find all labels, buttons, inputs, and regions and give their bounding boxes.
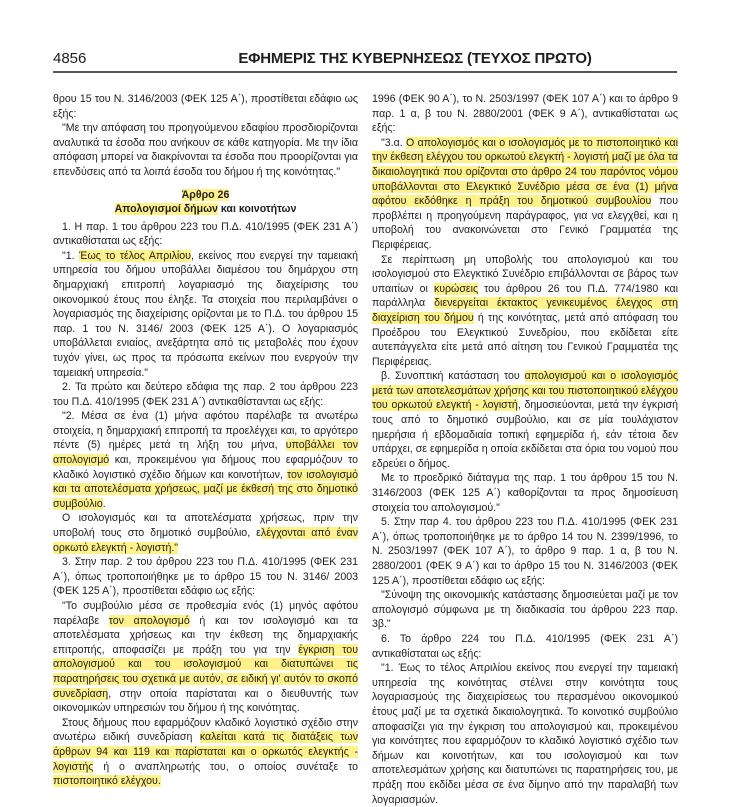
highlighted-text: Ο απολογισμός και ο ισολογισμός με το πιστοποιητικό και την έκθεση ελέγχου του ορκωτού ελεγκτή - λογιστή μαζί με όλα τα δικαιολογητικά που ορίζονται στο άρθρο 24 του παρόντος νόμου υποβάλλονται στο Ελεγκτικό Συνέδριο μέσα σε ένα (1) μήνα αφότου εκδόθηκε η πράξη του δημοτικού συμβουλίου xyxy=(372,136,678,208)
article-title-rest: και κοινοτήτων xyxy=(217,202,297,215)
paragraph xyxy=(372,136,678,253)
text: Σε περίπτωση μη υποβολής του απολογισμού και του ισολογισμού στο Ελεγκτικό Συνέδριο επιβάλλονται σε βάρος των υπαιτίων οι xyxy=(372,253,678,295)
paragraph xyxy=(53,409,358,511)
highlighted-text: τον απολογισμό xyxy=(108,614,190,627)
paragraph xyxy=(53,716,358,789)
paragraph xyxy=(53,249,358,380)
text: , στην οποία παρίσταται και ο διευθυντής των οικονομικών υπηρεσιών του δήμου ή της κοινότητας. xyxy=(53,687,358,715)
text: ή και τον ισολογισμό και τα αποτελέσματα χρήσεως και την έκθεση της δημαρχιακής επιτροπής, αποφασίζει με πράξη του για την xyxy=(53,614,358,656)
left-column xyxy=(53,92,358,789)
text: "Το συμβούλιο μέσα σε προθεσμία ενός (1) μηνός αφότου παρέλαβε xyxy=(53,600,358,627)
right-column xyxy=(372,92,678,807)
paragraph: 1. Η παρ. 1 του άρθρου 223 του Π.Δ. 410/1995 (ΦΕΚ 231 Α΄) αντικαθίσταται ως εξής: xyxy=(53,220,358,248)
text: "2. Μέσα σε ένα (1) μήνα αφότου παρέλαβε τα ανωτέρω στοιχεία, η δημαρχιακή επιτροπή τα προελέγχει και, το αργότερο πέντε (5) ημέρες μετά τη λήξη του μήνα, xyxy=(53,410,358,452)
paragraph xyxy=(372,253,678,370)
paragraph xyxy=(53,599,358,716)
highlighted-text: λέγχονται από έναν ορκωτό ελεγκτή - λογιστή." xyxy=(53,527,358,554)
highlighted-text: απολογισμού και ο ισολογισμός μετά των αποτελεσμάτων χρήσης και του πιστοποιητικού ελέγχου του ορκωτού ελεγκτή - λογιστή xyxy=(372,370,678,412)
text: , δημοσιεύονται, μετά την έγκρισή τους από το δημοτικό συμβούλιο, και σε μία τουλάχιστον ημερήσια ή εβδομαδιαία τοπική εφημερίδα ή, εάν τέτοια δεν υπάρχει, σε εφημερίδα η οποία εκδίδεται στα όρια του νομού που εδρεύει ο δήμος. xyxy=(372,399,678,470)
text: "1. xyxy=(62,249,80,262)
text: ή της κοινότητας, μετά από απόφαση του Προέδρου του Ελεγκτικού Συνεδρίου, που εκδίδεται είτε αυτεπάγγελτα είτε μετά από αίτηση του Γενικού Γραμματέα της Περιφέρειας. xyxy=(372,311,678,368)
highlighted-text: διενεργείται έκτακτος γενικευμένος έλεγχος στη διαχείριση του δήμου xyxy=(372,297,678,324)
highlighted-text: έγκριση του απολογισμού και του ισολογισμού και διατυπώνει τις παρατηρήσεις του σχετικά με αυτόν, σε ειδική γι' αυτόν το σκοπό συνεδρίαση xyxy=(53,643,358,700)
page-header xyxy=(53,49,677,73)
paragraph xyxy=(372,369,678,471)
text: και, προκειμένου για δήμους που εφαρμόζουν το κλαδικό λογιστικό σχέδιο δήμων και κοινοτήτων, xyxy=(53,454,358,481)
highlighted-text: κυρώσεις xyxy=(433,282,479,295)
highlighted-text: υποβάλλει τον απολογισμό xyxy=(53,439,358,467)
text: "3.α. xyxy=(381,136,407,149)
paragraph: "Σύνοψη της οικονομικής κατάστασης δημοσιεύεται μαζί με τον απολογισμό σύμφωνα με τη διαδικασία του άρθρου 223 παρ. 3β." xyxy=(372,589,678,631)
text: που προβλέπει η προηγούμενη παράγραφος, για να ελεγχθεί, και η υποβολή του ανακοινώνεται στο Γενικό Γραμματέα της Περιφέρειας. xyxy=(372,195,678,251)
article-title-highlight: Απολογισμοί δήμων xyxy=(114,202,218,215)
paragraph: θρου 15 του Ν. 3146/2003 (ΦΕΚ 125 Α΄), προστίθεται εδάφιο ως εξής: xyxy=(53,93,358,120)
text: ή ο αναπληρωτής του, ο οποίος συνέταξε το xyxy=(93,760,358,773)
paragraph: 2. Τα πρώτο και δεύτερο εδάφια της παρ. 2 του άρθρου 223 του Π.Δ. 410/1995 (ΦΕΚ 231 Α΄) αντικαθίστανται ως εξής: xyxy=(53,381,358,408)
text: του άρθρου 26 του Π.Δ. 774/1980 και παράλληλα xyxy=(372,282,678,310)
paragraph: Με το προεδρικό διάταγμα της παρ. 1 του άρθρου 15 του Ν. 3146/2003 (ΦΕΚ 125 Α΄) καθορίζονται τα προς δημοσίευση στοιχεία του απολογισμού." xyxy=(372,472,678,514)
article-number: Άρθρο 26 xyxy=(181,188,230,201)
gazette-title: ΕΦΗΜΕΡΙΣ ΤΗΣ ΚΥΒΕΡΝΗΣΕΩΣ (ΤΕΥΧΟΣ ΠΡΩΤΟ) xyxy=(238,50,592,67)
paragraph: "Με την απόφαση του προηγούμενου εδαφίου προσδιορίζονται αναλυτικά τα έσοδα που ανήκουν σε κάθε κατηγορία. Με την ίδια απόφαση μπορεί να διακρίνονται τα έσοδα που προορίζονται για επενδύσεις από τα λοιπά έσοδα του δήμου ή της κοινότητας." xyxy=(53,122,358,178)
text: , εκείνος που ενεργεί την ταμειακή υπηρεσία του δήμου υποβάλλει διαμέσου του δημάρχου στη δημαρχιακή επιτροπή λογαριασμό της διαχείρισης του οικονομικού έτους που έληξε. Τα στοιχεία που περιλαμβάνει ο λογαριασμός της διαχείρισης ορίζονται με το Π.Δ. του άρθρου 15 παρ. 1 του Ν. 3146/ 2003 (ΦΕΚ 125 Α΄). Ο λογαριασμός υποβάλλεται ενιαίος, ανεξάρτητα από τις μεταβολές που έχουν τυχόν γίνει, ως προς τα πρόσωπα εκείνων που ενεργούν την ταμειακή υπηρεσία." xyxy=(53,249,358,379)
text: . xyxy=(102,497,106,510)
highlighted-text: πιστοποιητικό ελέγχου. xyxy=(53,775,161,788)
paragraph xyxy=(53,511,358,555)
highlighted-text: καλείται κατά τις διατάξεις των άρθρων 94 και 119 και παρίσταται και ο ορκωτός ελεγκτής - λογιστής xyxy=(53,731,358,773)
text: Ο ισολογισμός και τα αποτελέσματα χρήσεως, πριν την υποβολή τους στο δημοτικό συμβούλιο, ε xyxy=(53,512,358,540)
page-number: 4856 xyxy=(53,50,87,67)
paragraph: 6. Το άρθρο 224 του Π.Δ. 410/1995 (ΦΕΚ 231 Α΄) αντικαθίσταται ως εξής: xyxy=(372,632,678,660)
paragraph: 5. Στην παρ 4. του άρθρου 223 του Π.Δ. 410/1995 (ΦΕΚ 231 Α΄), όπως τροποποιήθηκε με το άρθρο 14 του Ν. 2399/1996, το Ν. 2503/1997 (ΦΕΚ 107 Α΄), το άρθρο 9 παρ. 1 α, β του Ν. 2880/2001 (ΦΕΚ 9 Α΄) και το άρθρο 15 του Ν. 3146/2003 (ΦΕΚ 125 Α΄), προστίθεται εδάφιο ως εξής: xyxy=(372,516,678,587)
text: β. Συνοπτική κατάσταση του xyxy=(381,370,525,383)
paragraph: 1996 (ΦΕΚ 90 Α΄), το Ν. 2503/1997 (ΦΕΚ 107 Α΄) και το άρθρο 9 παρ. 1 α, β του Ν. 2880/2001 (ΦΕΚ 9 Α΄), αντικαθίσταται ως εξής: xyxy=(372,93,678,135)
highlighted-text: τον ισολογισμό και τα αποτελέσματα χρήσεως, μαζί με έκθεσή της στο δημοτικό συμβούλιο xyxy=(53,468,358,510)
paragraph: "1. Έως το τέλος Απριλίου εκείνος που ενεργεί την ταμειακή υπηρεσία της κοινότητας στέλνει στην κοινότητα τους λογαριασμούς της διαχειρίσεως του περασμένου οικονομικού έτους μαζί με τα σχετικά δικαιολογητικά. Το κοινοτικό συμβούλιο αποφασίζει για την έγκριση του απολογισμού και, προκειμένου για κοινότητες που εφαρμόζουν το κλαδικό λογιστικό σχέδιο των δήμων και κοινοτήτων, και του ισολογισμού και των αποτελεσμάτων χρήσης και διατυπώνει τις παρατηρήσεις του, με πράξη που εκδίδει μέσα σε ένα δίμηνο από την παραλαβή των λογαριασμών. xyxy=(372,662,678,806)
article-heading xyxy=(53,188,358,216)
highlighted-text: Έως το τέλος Απριλίου xyxy=(79,249,191,262)
text: Στους δήμους που εφαρμόζουν κλαδικό λογιστικό σχέδιο στην ανωτέρω ειδική συνεδρίαση xyxy=(53,716,358,744)
paragraph: 3. Στην παρ. 2 του άρθρου 223 του Π.Δ. 410/1995 (ΦΕΚ 231 Α΄), όπως τροποποιήθηκε με το άρθρο 15 του Ν. 3146/ 2003 (ΦΕΚ 125 Α΄), προστίθεται εδάφιο ως εξής: xyxy=(53,556,358,598)
